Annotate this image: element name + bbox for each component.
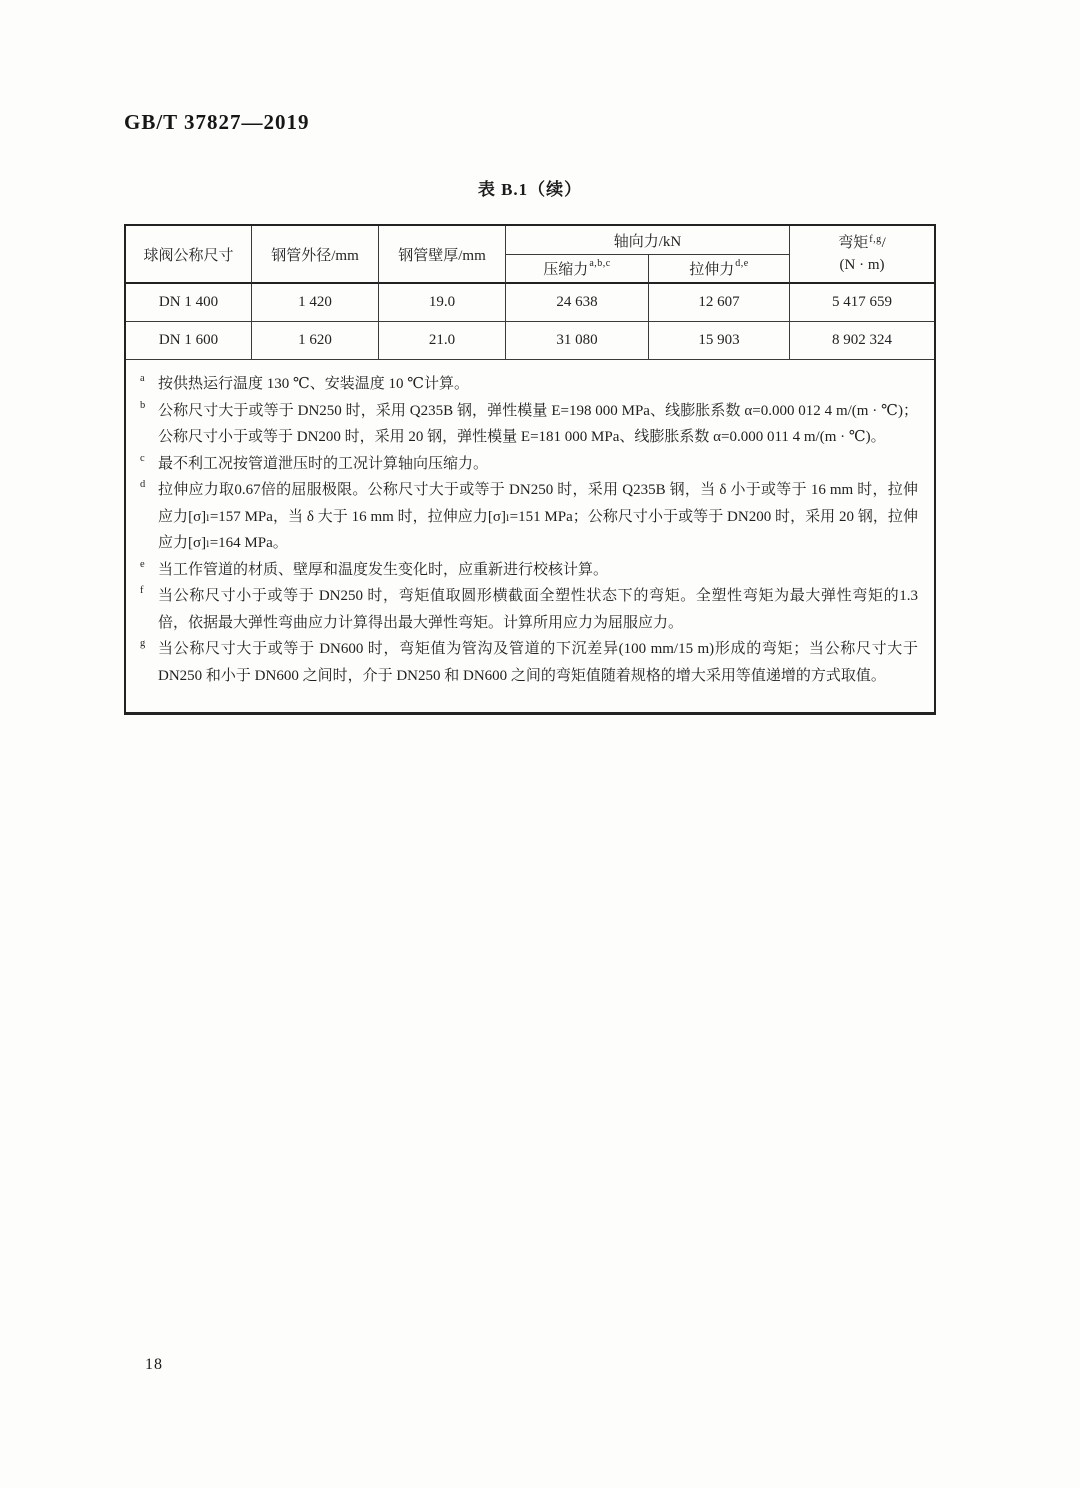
footnote-d-marker: d [140, 479, 146, 490]
footnote-c [140, 451, 918, 478]
footnote-g-marker: g [140, 638, 146, 649]
header-compression-sup: a,b,c [589, 258, 611, 269]
table-grid [126, 226, 934, 360]
header-bending-moment-unit: (N · m) [839, 257, 885, 273]
table-caption: 表 B.1（续） [477, 180, 583, 199]
row1-moment: 5 417 659 [790, 284, 934, 322]
header-nominal-size-label: 球阀公称尺寸 [143, 247, 234, 264]
footnote-f-marker: f [140, 585, 144, 596]
row2-od: 1 620 [252, 322, 379, 360]
header-bending-moment-label: 弯矩 [838, 235, 869, 251]
page-number: 18 [145, 1356, 163, 1373]
header-wall-thickness [379, 226, 506, 284]
header-bending-moment-sup: f,g [869, 234, 882, 245]
header-compression [506, 255, 649, 284]
header-axial-force-group [506, 226, 790, 255]
header-outer-diameter [252, 226, 379, 284]
table-footnotes [126, 360, 934, 712]
table-b1 [124, 224, 936, 715]
footnote-b-marker: b [140, 399, 146, 411]
footnote-e-text: 当工作管道的材质、壁厚和温度发生变化时，应重新进行校核计算。 [158, 561, 609, 578]
standard-number: GB/T 37827—2019 [124, 110, 310, 134]
header-axial-force-label: 轴向力/kN [613, 233, 682, 250]
footnote-b-text: 公称尺寸大于或等于 DN250 时，采用 Q235B 钢，弹性模量 E=198 000 MPa、线膨胀系数 α=0.000 012 4 m/(m · ℃)；公称尺寸小于或等于 DN200 时，采用 20 钢，弹性模量 E=181 000 MPa、线膨胀系数 α=0.000 011 4 m/(m · ℃)。 [158, 402, 918, 445]
footnote-a [140, 371, 918, 398]
header-wall-thickness-label: 钢管壁厚/mm [398, 247, 486, 264]
header-compression-label: 压缩力 [543, 262, 589, 278]
footnote-a-marker: a [140, 373, 145, 384]
footnote-c-marker: c [140, 452, 145, 464]
footnote-c-text: 最不利工况按管道泄压时的工况计算轴向压缩力。 [158, 455, 489, 472]
footnote-b [140, 398, 918, 451]
footnote-e-marker: e [140, 558, 145, 570]
footnote-a-text: 按供热运行温度 130 ℃、安装温度 10 ℃计算。 [158, 376, 470, 392]
header-tension-label: 拉伸力 [689, 262, 735, 278]
footnote-d [140, 477, 918, 557]
row2-compression: 31 080 [506, 322, 649, 360]
header-tension [649, 255, 790, 284]
header-bending-moment-line1 [838, 233, 886, 255]
row1-wall: 19.0 [379, 284, 506, 322]
row1-dn: DN 1 400 [126, 284, 252, 322]
row1-od: 1 420 [252, 284, 379, 322]
footnote-e [140, 557, 918, 584]
header-outer-diameter-label: 钢管外径/mm [271, 247, 359, 264]
row1-compression: 24 638 [506, 284, 649, 322]
row2-moment: 8 902 324 [790, 322, 934, 360]
footnote-f-text: 当公称尺寸小于或等于 DN250 时，弯矩值取圆形横截面全塑性状态下的弯矩。全塑性弯矩为最大弹性弯矩的1.3倍，依据最大弹性弯曲应力计算得出最大弹性弯矩。计算所用应力为屈服应力。 [158, 588, 918, 631]
footnote-g [140, 636, 918, 689]
header-tension-sup: d,e [735, 258, 749, 269]
row2-tension: 15 903 [649, 322, 790, 360]
footnote-g-text: 当公称尺寸大于或等于 DN600 时，弯矩值为管沟及管道的下沉差异(100 mm/15 m)形成的弯矩；当公称尺寸大于 DN250 和小于 DN600 之间时，介于 DN250 和 DN600 之间的弯矩值随着规格的增大采用等值递增的方式取值。 [158, 641, 918, 684]
header-bending-moment [790, 226, 934, 284]
footnote-f [140, 583, 918, 636]
row2-wall: 21.0 [379, 322, 506, 360]
header-bending-moment-suffix: / [881, 235, 886, 251]
row2-dn: DN 1 600 [126, 322, 252, 360]
row1-tension: 12 607 [649, 284, 790, 322]
footnote-d-text: 拉伸应力取0.67倍的屈服极限。公称尺寸大于或等于 DN250 时，采用 Q235B 钢，当 δ 小于或等于 16 mm 时，拉伸应力[σ]ₗ=157 MPa，当 δ 大于 16 mm 时，拉伸应力[σ]ₗ=151 MPa；公称尺寸小于或等于 DN200 时，采用 20 钢，拉伸应力[σ]ₗ=164 MPa。 [158, 482, 918, 551]
header-nominal-size [126, 226, 252, 284]
